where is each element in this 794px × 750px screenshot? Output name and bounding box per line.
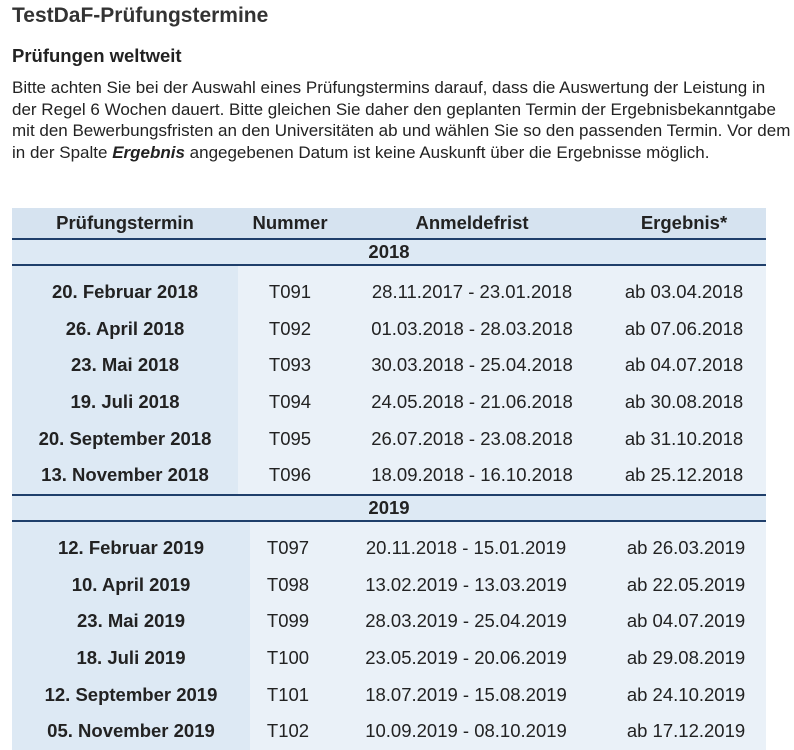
result-date-cell: ab 25.12.2018	[602, 457, 766, 494]
section-title: Prüfungen weltweit	[12, 45, 182, 66]
exam-dates-table-2019	[12, 494, 766, 750]
exam-date-cell: 12. Februar 2019	[12, 530, 250, 567]
header-registration-period: Anmeldefrist	[342, 208, 602, 239]
result-date-cell: ab 17.12.2019	[606, 713, 766, 750]
exam-date-cell: 10. April 2019	[12, 567, 250, 604]
table-row	[12, 420, 766, 457]
table-row	[12, 274, 766, 311]
exam-number-cell: T099	[250, 603, 326, 640]
result-date-cell: ab 26.03.2019	[606, 530, 766, 567]
rows-2019	[12, 530, 766, 750]
exam-number-cell: T096	[238, 457, 342, 494]
result-date-cell: ab 22.05.2019	[606, 567, 766, 604]
year-row	[12, 495, 766, 521]
table-header-row	[12, 208, 766, 239]
registration-period-cell: 28.03.2019 - 25.04.2019	[326, 603, 606, 640]
exam-date-cell: 19. Juli 2018	[12, 384, 238, 421]
table-row	[12, 347, 766, 384]
registration-period-cell: 26.07.2018 - 23.08.2018	[342, 420, 602, 457]
exam-date-cell: 18. Juli 2019	[12, 640, 250, 677]
year-label: 2018	[12, 239, 766, 265]
table-row	[12, 567, 766, 604]
result-date-cell: ab 07.06.2018	[602, 311, 766, 348]
intro-emphasis: Ergebnis	[112, 142, 185, 162]
result-date-cell: ab 30.08.2018	[602, 384, 766, 421]
exam-date-cell: 23. Mai 2018	[12, 347, 238, 384]
rows-2018	[12, 274, 766, 494]
result-date-cell: ab 24.10.2019	[606, 676, 766, 713]
intro-text-before: Bitte achten Sie bei der Auswahl eines Prüfungstermins darauf, dass die Auswertung der Leistung in der Regel 6 Wochen dauert. Bitte gleichen Sie daher den geplanten Termin der Ergebnisbekanntgabe mit den Bewerbungsfristen an den Universitäten ab und wählen Sie so den passenden Termin. Vor dem in der Spalte	[12, 78, 791, 162]
exam-date-cell: 05. November 2019	[12, 713, 250, 750]
table-row	[12, 311, 766, 348]
table-row	[12, 676, 766, 713]
table-row	[12, 384, 766, 421]
year-label: 2019	[12, 495, 766, 521]
result-date-cell: ab 04.07.2018	[602, 347, 766, 384]
exam-date-cell: 23. Mai 2019	[12, 603, 250, 640]
exam-number-cell: T095	[238, 420, 342, 457]
registration-period-cell: 24.05.2018 - 21.06.2018	[342, 384, 602, 421]
result-date-cell: ab 03.04.2018	[602, 274, 766, 311]
exam-date-cell: 13. November 2018	[12, 457, 238, 494]
exam-number-cell: T098	[250, 567, 326, 604]
exam-number-cell: T093	[238, 347, 342, 384]
intro-text-after: angegebenen Datum ist keine Auskunft über die Ergebnisse möglich.	[184, 142, 710, 162]
year-row	[12, 239, 766, 265]
table-row	[12, 603, 766, 640]
result-date-cell: ab 31.10.2018	[602, 420, 766, 457]
registration-period-cell: 10.09.2019 - 08.10.2019	[326, 713, 606, 750]
registration-period-cell: 30.03.2018 - 25.04.2018	[342, 347, 602, 384]
exam-date-cell: 20. September 2018	[12, 420, 238, 457]
table-row	[12, 713, 766, 750]
exam-number-cell: T102	[250, 713, 326, 750]
registration-period-cell: 18.07.2019 - 15.08.2019	[326, 676, 606, 713]
registration-period-cell: 20.11.2018 - 15.01.2019	[326, 530, 606, 567]
intro-paragraph	[12, 77, 792, 163]
header-exam-date: Prüfungstermin	[12, 208, 238, 239]
exam-number-cell: T094	[238, 384, 342, 421]
registration-period-cell: 18.09.2018 - 16.10.2018	[342, 457, 602, 494]
exam-date-cell: 12. September 2019	[12, 676, 250, 713]
page-title: TestDaF-Prüfungstermine	[12, 4, 269, 27]
exam-date-cell: 20. Februar 2018	[12, 274, 238, 311]
result-date-cell: ab 04.07.2019	[606, 603, 766, 640]
exam-number-cell: T097	[250, 530, 326, 567]
spacer-row	[12, 521, 766, 530]
result-date-cell: ab 29.08.2019	[606, 640, 766, 677]
spacer-row	[12, 265, 766, 274]
registration-period-cell: 01.03.2018 - 28.03.2018	[342, 311, 602, 348]
header-result: Ergebnis*	[602, 208, 766, 239]
exam-number-cell: T092	[238, 311, 342, 348]
table-row	[12, 457, 766, 494]
registration-period-cell: 28.11.2017 - 23.01.2018	[342, 274, 602, 311]
exam-number-cell: T100	[250, 640, 326, 677]
exam-number-cell: T091	[238, 274, 342, 311]
header-number: Nummer	[238, 208, 342, 239]
table-row	[12, 640, 766, 677]
table-row	[12, 530, 766, 567]
exam-number-cell: T101	[250, 676, 326, 713]
exam-dates-table-2018	[12, 208, 766, 494]
registration-period-cell: 13.02.2019 - 13.03.2019	[326, 567, 606, 604]
registration-period-cell: 23.05.2019 - 20.06.2019	[326, 640, 606, 677]
exam-date-cell: 26. April 2018	[12, 311, 238, 348]
